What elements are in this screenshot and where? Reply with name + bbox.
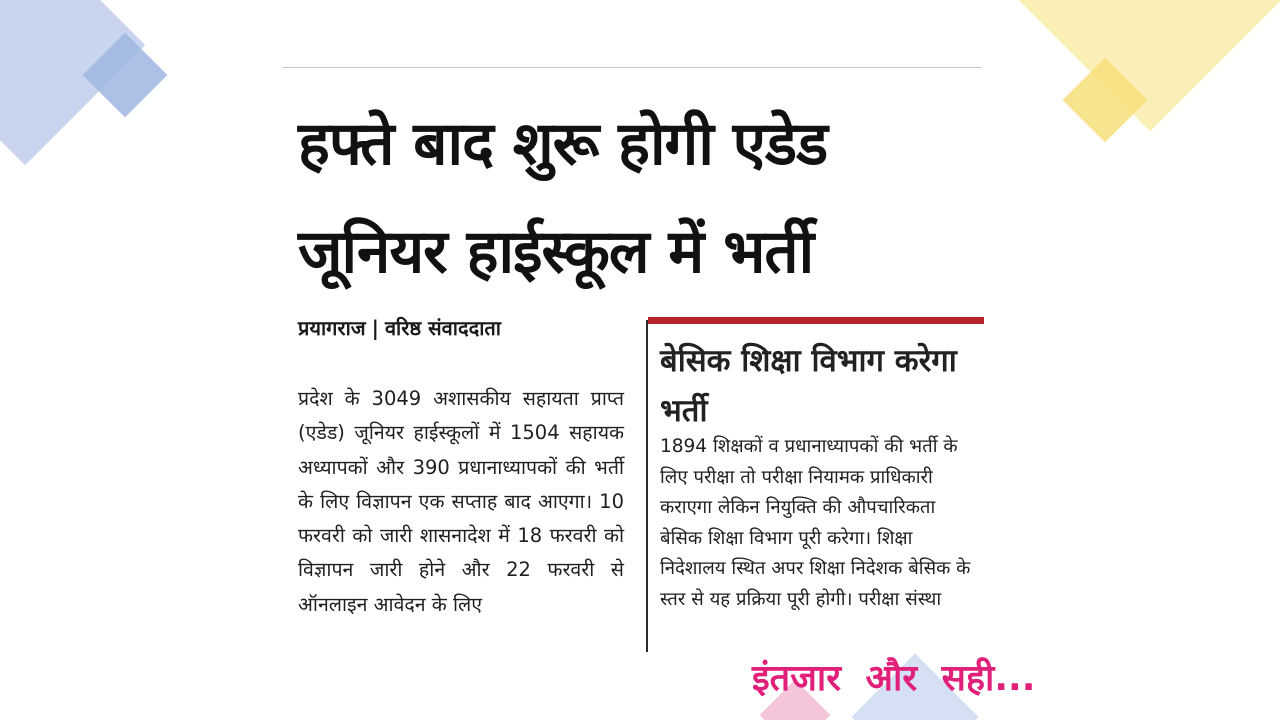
sidebar-title: बेसिक शिक्षा विभाग करेगा भर्ती xyxy=(660,343,957,429)
byline-author: वरिष्ठ संवाददाता xyxy=(384,316,501,340)
sidebar-accent-rule xyxy=(648,317,984,324)
headline-line-2: जूनियर हाईस्कूल में भर्ती xyxy=(298,217,814,287)
article-body: प्रदेश के 3049 अशासकीय सहायता प्राप्त (एडेड) जूनियर हाईस्कूलों में 1504 सहायक अध्यापकों और 390 प्रधानाध्यापकों की भर्ती के लिए विज्ञापन एक सप्ताह बाद आएगा। 10 फरवरी को जारी शासनादेश में 18 फरवरी को विज्ञापन जारी होने और 22 फरवरी से ऑनलाइन आवेदन के लिए xyxy=(298,387,624,616)
byline-separator: | xyxy=(371,316,379,340)
newspaper-clipping xyxy=(282,67,982,652)
column-divider xyxy=(646,320,648,652)
headline-line-1: हफ्ते बाद शुरू होगी एडेड xyxy=(298,109,828,179)
byline xyxy=(298,314,501,341)
byline-location: प्रयागराज xyxy=(298,316,366,340)
sidebar-body: 1894 शिक्षकों व प्रधानाध्यापकों की भर्ती के लिए परीक्षा तो परीक्षा नियामक प्राधिकारी कराएगा लेकिन नियुक्ति की औपचारिकता बेसिक शिक्षा विभाग पूरी करेगा। शिक्षा निदेशालय स्थित अपर शिक्षा निदेशक बेसिक के स्तर से यह प्रक्रिया पूरी होगी। परीक्षा संस्था xyxy=(660,436,971,610)
headline xyxy=(298,90,978,306)
decor-diamond-yellow xyxy=(1009,0,1280,131)
overlay-caption: इंतजार और सही... xyxy=(752,658,1036,699)
